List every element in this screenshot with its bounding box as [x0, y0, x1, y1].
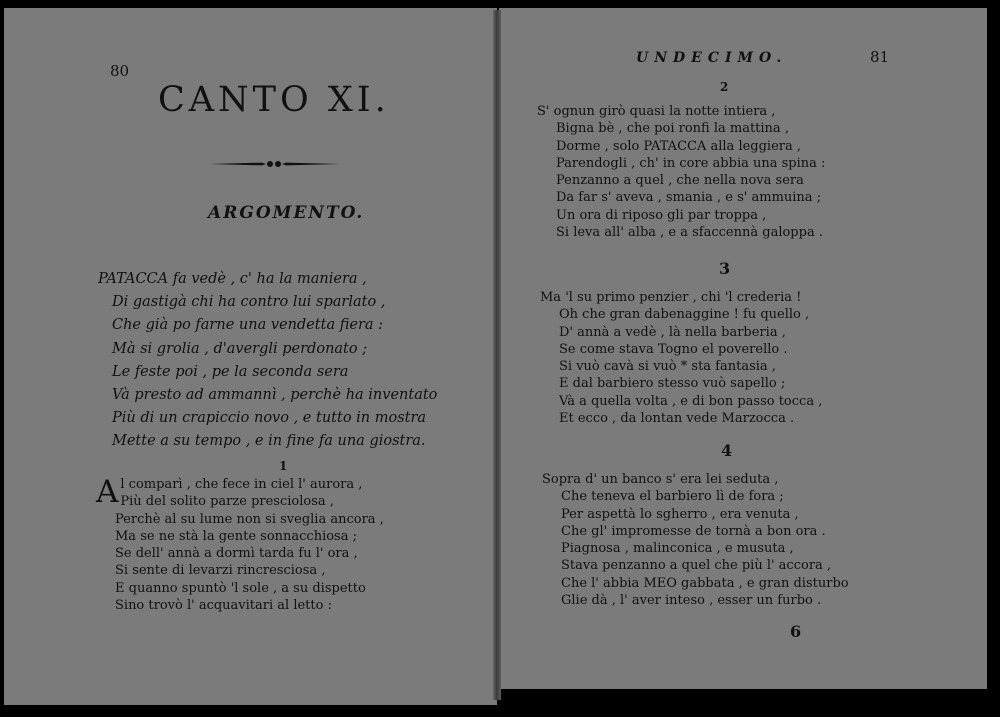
- verse-line: S' ognun girò quasi la notte intiera ,: [537, 104, 776, 119]
- verse-line: Che gl' impromesse de tornà a bon ora .: [561, 523, 826, 539]
- stanza-number: 3: [719, 259, 731, 278]
- verse-line: Sopra d' un banco s' era lei seduta ,: [542, 472, 779, 487]
- argomento-text: [98, 268, 478, 454]
- stanza-number: 4: [721, 441, 733, 460]
- verse-line: Ma se ne stà la gente sonnacchiosa ;: [115, 528, 357, 544]
- stanza-3: [540, 289, 822, 427]
- verse-line: Bigna bè , che poi ronfi la mattina ,: [556, 121, 789, 137]
- stanza-number: 2: [720, 80, 729, 94]
- book-gutter: [493, 10, 501, 700]
- stanza-4: [542, 471, 849, 609]
- verse-line: Et ecco , da lontan vede Marzocca .: [559, 411, 795, 427]
- argomento-line: Più di un crapiccio novo , e tutto in mostra: [112, 410, 427, 427]
- argomento-line: Và presto ad ammannì , perchè ha inventato: [112, 386, 438, 403]
- verse-line: Stava penzanno a quel che più l' accora ,: [561, 558, 832, 574]
- verse-line: Perchè al su lume non si sveglia ancora ,: [115, 511, 384, 527]
- verse-line: E quanno spuntò 'l sole , a su dispetto: [115, 580, 366, 596]
- verse-line: Ma 'l su primo penzier , chi 'l crederia !: [540, 290, 802, 305]
- canto-title: CANTO XI.: [158, 80, 390, 120]
- verse-line: Penzanno a quel , che nella nova sera: [556, 173, 804, 189]
- running-head: UNDECIMO.: [636, 50, 788, 66]
- verse-line: Parendogli , ch' in core abbia una spina :: [556, 155, 826, 171]
- argomento-heading: ARGOMENTO.: [208, 203, 365, 223]
- verse-line: Se dell' annà a dormì tarda fu l' ora ,: [115, 546, 358, 562]
- verse-line: Un ora di riposo gli par troppa ,: [556, 207, 767, 223]
- verse-line: Oh che gran dabenaggine ! fu quello ,: [559, 307, 810, 323]
- argomento-line: PATACCA fa vedè , c' ha la maniera ,: [98, 271, 367, 287]
- verse-line: Sino trovò l' acquavitari al letto :: [115, 598, 332, 614]
- argomento-line: Mette a su tempo , e in fine fa una giostra.: [112, 433, 426, 450]
- left-page-number: 80: [110, 62, 130, 80]
- verse-line: Più del solito parze presciolosa ,: [120, 494, 334, 510]
- argomento-line: Mà si grolia , d'avergli perdonato ;: [112, 340, 368, 357]
- verse-line: l comparì , che fece in ciel l' aurora ,: [120, 477, 363, 492]
- stanza-1: [96, 476, 384, 614]
- verse-line: Si sente di levarzi rincresciosa ,: [115, 563, 326, 579]
- verse-line: Si leva all' alba , e a sfaccennà galoppa .: [556, 225, 823, 241]
- catchword: 6: [790, 622, 802, 641]
- verse-line: Da far s' aveva , smania , e s' ammuina ;: [556, 190, 822, 206]
- verse-line: Si vuò cavà si vuò * sta fantasia ,: [559, 359, 776, 375]
- ornament-rule: [210, 160, 340, 168]
- verse-line: Che teneva el barbiero lì de fora ;: [561, 489, 784, 505]
- right-page-number: 81: [870, 48, 890, 66]
- verse-line: Se come stava Togno el poverello .: [559, 341, 788, 357]
- drop-cap: A: [96, 474, 119, 510]
- verse-line: Glie dà , l' aver inteso , esser un furbo .: [561, 593, 822, 609]
- verse-line: Per aspettà lo sgherro , era venuta ,: [561, 506, 799, 522]
- argomento-line: Che già po farne una vendetta fiera :: [112, 317, 384, 334]
- verse-line: D' annà a vedè , là nella barberia ,: [559, 324, 786, 340]
- verse-line: Che l' abbia MEO gabbata , e gran disturbo: [561, 575, 849, 591]
- argomento-line: Le feste poi , pe la seconda sera: [112, 363, 349, 380]
- stanza-2: [537, 103, 825, 241]
- verse-line: Dorme , solo PATACCA alla leggiera ,: [556, 138, 802, 154]
- verse-line: Và a quella volta , e di bon passo tocca ,: [559, 393, 823, 409]
- verse-line: E dal barbiero stesso vuò sapello ;: [559, 376, 786, 392]
- stanza-number: 1: [279, 459, 288, 473]
- verse-line: Piagnosa , malinconica , e musuta ,: [561, 541, 794, 557]
- argomento-line: Di gastigà chi ha contro lui sparlato ,: [112, 294, 386, 311]
